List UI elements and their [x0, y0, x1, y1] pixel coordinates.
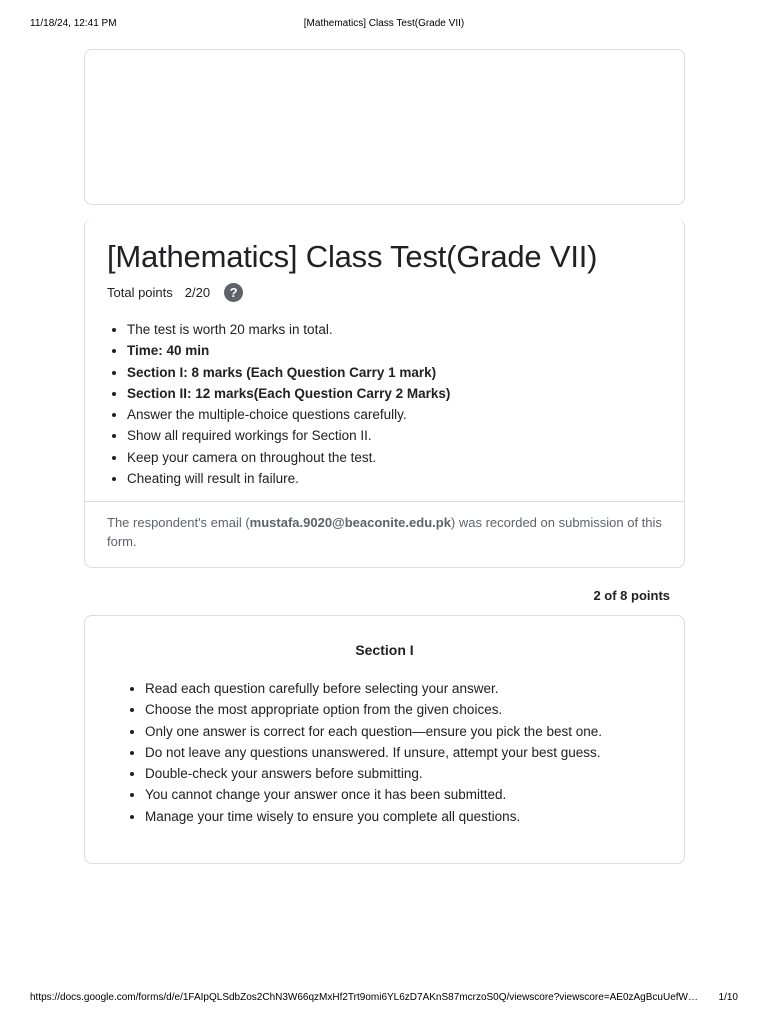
- form-banner: [84, 49, 685, 205]
- print-header: [0, 18, 768, 32]
- total-points-value: 2/20: [184, 285, 211, 300]
- description-item: • Section I: 8 marks (Each Question Carry 1 mark): [127, 362, 450, 383]
- section-card: [84, 615, 685, 864]
- section-score: 2 of 8 points: [593, 588, 670, 603]
- description-item: • Show all required workings for Section II.: [127, 425, 450, 446]
- form-description-list: [107, 319, 450, 489]
- respondent-email-note: The respondent's email (mustafa.9020@beaconite.edu.pk) was recorded on submission of this form.: [107, 515, 662, 549]
- description-item: • Answer the multiple-choice questions carefully.: [127, 404, 450, 425]
- form-header-card: [84, 219, 685, 568]
- instruction-item: • Double-check your answers before submitting.: [145, 763, 602, 784]
- section-instructions-list: [125, 678, 602, 827]
- description-item: • Section II: 12 marks(Each Question Carry 2 Marks): [127, 383, 450, 404]
- description-item: • Keep your camera on throughout the test.: [127, 447, 450, 468]
- print-datetime: 11/18/24, 12:41 PM: [30, 18, 117, 29]
- description-item: • Cheating will result in failure.: [127, 468, 450, 489]
- section-title: Section I: [355, 642, 414, 658]
- divider: [85, 501, 684, 502]
- instruction-item: • Choose the most appropriate option from the given choices.: [145, 699, 602, 720]
- form-title: [Mathematics] Class Test(Grade VII): [107, 239, 598, 274]
- print-page-number: 1/10: [718, 992, 738, 1003]
- description-item: • Time: 40 min: [127, 340, 450, 361]
- total-points-row: [107, 283, 243, 302]
- instruction-item: • Read each question carefully before selecting your answer.: [145, 678, 602, 699]
- instruction-item: • Only one answer is correct for each question—ensure you pick the best one.: [145, 721, 602, 742]
- respondent-email: mustafa.9020@beaconite.edu.pk: [249, 515, 451, 530]
- instruction-item: • Do not leave any questions unanswered. If unsure, attempt your best guess.: [145, 742, 602, 763]
- instruction-item: • Manage your time wisely to ensure you complete all questions.: [145, 806, 602, 827]
- print-url: https://docs.google.com/forms/d/e/1FAIpQLSdbZos2ChN3W66qzMxHf2Trt9omi6YL6zD7AKnS87mcrzoS0Q/viewscore?viewscore=AE0zAgBcuUefW…: [30, 992, 698, 1003]
- question-mark-circle-icon[interactable]: ?: [224, 283, 243, 302]
- instruction-item: • You cannot change your answer once it has been submitted.: [145, 784, 602, 805]
- description-item: • The test is worth 20 marks in total.: [127, 319, 450, 340]
- print-title: [Mathematics] Class Test(Grade VII): [303, 18, 465, 29]
- print-footer: [0, 992, 768, 1006]
- total-points-label: Total points: [107, 285, 173, 300]
